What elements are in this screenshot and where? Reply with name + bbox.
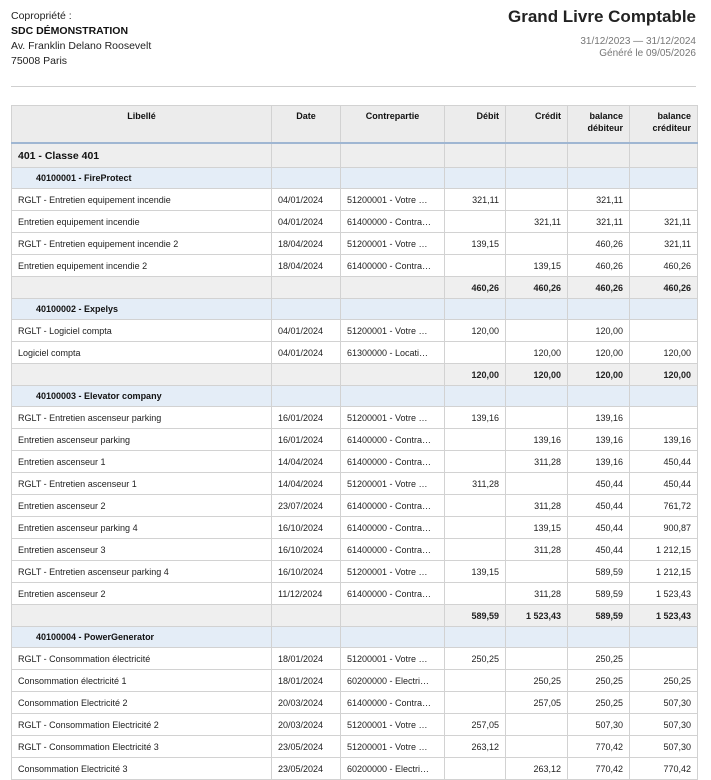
empty-cell: [12, 364, 272, 386]
empty-cell: [630, 627, 698, 648]
empty-cell: [12, 605, 272, 627]
entry-credit: [506, 561, 568, 583]
table-row: [12, 714, 698, 736]
entry-debit: 257,05: [445, 714, 506, 736]
entry-debit: [445, 255, 506, 277]
entry-contrepartie: 61400000 - Contra…: [341, 495, 445, 517]
entry-balance-credit: 250,25: [630, 670, 698, 692]
entry-libelle: Entretien ascenseur 2: [12, 583, 272, 605]
total-balance-debit: 120,00: [568, 364, 630, 386]
entry-debit: 120,00: [445, 320, 506, 342]
entry-credit: 311,28: [506, 495, 568, 517]
entry-contrepartie: 51200001 - Votre …: [341, 407, 445, 429]
entry-balance-debit: 770,42: [568, 758, 630, 780]
entry-date: 04/01/2024: [272, 342, 341, 364]
col-header-date: Date: [272, 106, 341, 144]
entry-date: 11/12/2024: [272, 583, 341, 605]
entry-balance-debit: 589,59: [568, 561, 630, 583]
header-divider: [11, 86, 696, 87]
entry-credit: 250,25: [506, 670, 568, 692]
entry-balance-debit: 321,11: [568, 211, 630, 233]
entry-credit: [506, 189, 568, 211]
entry-debit: 321,11: [445, 189, 506, 211]
entry-credit: 311,28: [506, 539, 568, 561]
col-header-debit: Débit: [445, 106, 506, 144]
empty-cell: [568, 627, 630, 648]
entry-date: 14/04/2024: [272, 451, 341, 473]
entry-date: 16/01/2024: [272, 407, 341, 429]
entry-date: 04/01/2024: [272, 211, 341, 233]
table-row: [12, 692, 698, 714]
empty-cell: [272, 299, 341, 320]
account-total-row: [12, 605, 698, 627]
entry-date: 16/01/2024: [272, 429, 341, 451]
entry-credit: 263,12: [506, 758, 568, 780]
entry-debit: 139,15: [445, 561, 506, 583]
entry-balance-debit: 450,44: [568, 495, 630, 517]
account-name: 40100002 - Expelys: [12, 299, 272, 320]
entry-libelle: RGLT - Consommation électricité: [12, 648, 272, 670]
total-debit: 589,59: [445, 605, 506, 627]
entry-credit: [506, 736, 568, 758]
entry-libelle: RGLT - Logiciel compta: [12, 320, 272, 342]
entry-contrepartie: 61400000 - Contra…: [341, 692, 445, 714]
account-name: 40100004 - PowerGenerator: [12, 627, 272, 648]
entry-balance-debit: 507,30: [568, 714, 630, 736]
entry-debit: [445, 342, 506, 364]
entry-date: 04/01/2024: [272, 189, 341, 211]
total-debit: 120,00: [445, 364, 506, 386]
empty-cell: [341, 386, 445, 407]
account-name: 40100003 - Elevator company: [12, 386, 272, 407]
empty-cell: [272, 364, 341, 386]
entry-debit: [445, 758, 506, 780]
entry-credit: [506, 233, 568, 255]
entry-contrepartie: 51200001 - Votre …: [341, 189, 445, 211]
empty-cell: [445, 299, 506, 320]
entry-credit: [506, 320, 568, 342]
entry-contrepartie: 61300000 - Locati…: [341, 342, 445, 364]
empty-cell: [341, 364, 445, 386]
account-name: 40100001 - FireProtect: [12, 168, 272, 189]
entry-contrepartie: 51200001 - Votre …: [341, 736, 445, 758]
entry-balance-debit: 460,26: [568, 255, 630, 277]
empty-cell: [341, 277, 445, 299]
class-row: [12, 143, 698, 168]
report-header: [508, 6, 696, 60]
account-row: [12, 299, 698, 320]
total-balance-credit: 1 523,43: [630, 605, 698, 627]
entry-debit: [445, 429, 506, 451]
entry-libelle: Consommation Electricité 3: [12, 758, 272, 780]
entry-date: 18/04/2024: [272, 255, 341, 277]
entry-balance-debit: 450,44: [568, 473, 630, 495]
empty-cell: [272, 277, 341, 299]
entry-balance-credit: 460,26: [630, 255, 698, 277]
entry-balance-credit: 900,87: [630, 517, 698, 539]
coownership-block: [11, 9, 151, 69]
empty-cell: [341, 627, 445, 648]
table-row: [12, 648, 698, 670]
entry-credit: 139,15: [506, 255, 568, 277]
entry-libelle: Entretien ascenseur 1: [12, 451, 272, 473]
entry-libelle: Entretien ascenseur parking 4: [12, 517, 272, 539]
entry-libelle: RGLT - Consommation Electricité 2: [12, 714, 272, 736]
entry-libelle: RGLT - Entretien ascenseur parking: [12, 407, 272, 429]
entry-balance-debit: 139,16: [568, 451, 630, 473]
entry-date: 18/04/2024: [272, 233, 341, 255]
address-line-1: Av. Franklin Delano Roosevelt: [11, 40, 152, 52]
entry-libelle: Entretien equipement incendie 2: [12, 255, 272, 277]
empty-cell: [630, 386, 698, 407]
coownership-label: Copropriété :: [11, 10, 72, 22]
entry-credit: [506, 648, 568, 670]
entry-debit: 263,12: [445, 736, 506, 758]
entry-balance-credit: 761,72: [630, 495, 698, 517]
entry-balance-credit: 321,11: [630, 233, 698, 255]
entry-debit: [445, 583, 506, 605]
account-row: [12, 627, 698, 648]
entry-balance-credit: 139,16: [630, 429, 698, 451]
entry-balance-debit: 450,44: [568, 517, 630, 539]
report-generated-date: Généré le 09/05/2026: [599, 48, 696, 59]
entry-debit: 311,28: [445, 473, 506, 495]
col-header-balance-debit: balance débiteur: [568, 106, 630, 144]
table-row: [12, 255, 698, 277]
entry-balance-debit: 120,00: [568, 342, 630, 364]
entry-balance-debit: 120,00: [568, 320, 630, 342]
entry-date: 23/07/2024: [272, 495, 341, 517]
account-total-row: [12, 364, 698, 386]
entry-libelle: Entretien ascenseur 3: [12, 539, 272, 561]
total-balance-credit: 460,26: [630, 277, 698, 299]
entry-libelle: Consommation Electricité 2: [12, 692, 272, 714]
entry-debit: [445, 211, 506, 233]
entry-balance-credit: 321,11: [630, 211, 698, 233]
entry-contrepartie: 61400000 - Contra…: [341, 429, 445, 451]
entry-libelle: Entretien ascenseur 2: [12, 495, 272, 517]
table-row: [12, 342, 698, 364]
ledger-table: [11, 105, 698, 780]
table-row: [12, 320, 698, 342]
empty-cell: [272, 627, 341, 648]
entry-contrepartie: 51200001 - Votre …: [341, 473, 445, 495]
entry-balance-credit: [630, 320, 698, 342]
entry-debit: [445, 539, 506, 561]
entry-libelle: Logiciel compta: [12, 342, 272, 364]
entry-date: 16/10/2024: [272, 561, 341, 583]
entry-contrepartie: 51200001 - Votre …: [341, 233, 445, 255]
table-row: [12, 211, 698, 233]
empty-cell: [341, 168, 445, 189]
entry-date: 18/01/2024: [272, 670, 341, 692]
entry-contrepartie: 61400000 - Contra…: [341, 583, 445, 605]
entry-credit: [506, 473, 568, 495]
entry-debit: [445, 517, 506, 539]
entry-credit: 321,11: [506, 211, 568, 233]
entry-balance-credit: 1 212,15: [630, 539, 698, 561]
entry-credit: 311,28: [506, 451, 568, 473]
entry-date: 20/03/2024: [272, 692, 341, 714]
empty-cell: [506, 299, 568, 320]
entry-balance-credit: 1 212,15: [630, 561, 698, 583]
empty-cell: [568, 299, 630, 320]
entry-debit: [445, 692, 506, 714]
table-row: [12, 517, 698, 539]
empty-cell: [568, 386, 630, 407]
entry-contrepartie: 51200001 - Votre …: [341, 320, 445, 342]
empty-cell: [341, 299, 445, 320]
entry-credit: [506, 714, 568, 736]
account-row: [12, 168, 698, 189]
entry-balance-debit: 139,16: [568, 429, 630, 451]
entry-balance-debit: 450,44: [568, 539, 630, 561]
table-row: [12, 473, 698, 495]
table-row: [12, 583, 698, 605]
entry-contrepartie: 61400000 - Contra…: [341, 517, 445, 539]
entry-date: 14/04/2024: [272, 473, 341, 495]
class-title: 401 - Classe 401: [12, 143, 272, 168]
entry-balance-debit: 321,11: [568, 189, 630, 211]
ledger-body: [12, 143, 698, 780]
entry-balance-credit: 120,00: [630, 342, 698, 364]
entry-libelle: Consommation électricité 1: [12, 670, 272, 692]
empty-cell: [568, 168, 630, 189]
empty-cell: [506, 168, 568, 189]
table-row: [12, 429, 698, 451]
entry-libelle: Entretien equipement incendie: [12, 211, 272, 233]
entry-contrepartie: 61400000 - Contra…: [341, 539, 445, 561]
entry-balance-credit: 507,30: [630, 714, 698, 736]
empty-cell: [506, 386, 568, 407]
entry-libelle: RGLT - Consommation Electricité 3: [12, 736, 272, 758]
empty-cell: [445, 168, 506, 189]
entry-balance-credit: 450,44: [630, 451, 698, 473]
entry-date: 16/10/2024: [272, 517, 341, 539]
entry-balance-debit: 139,16: [568, 407, 630, 429]
entry-contrepartie: 51200001 - Votre …: [341, 648, 445, 670]
table-row: [12, 670, 698, 692]
total-credit: 120,00: [506, 364, 568, 386]
entry-balance-debit: 250,25: [568, 692, 630, 714]
total-balance-debit: 589,59: [568, 605, 630, 627]
entry-contrepartie: 51200001 - Votre …: [341, 561, 445, 583]
entry-credit: 120,00: [506, 342, 568, 364]
entry-balance-debit: 460,26: [568, 233, 630, 255]
total-debit: 460,26: [445, 277, 506, 299]
entry-debit: [445, 670, 506, 692]
entry-debit: [445, 495, 506, 517]
table-row: [12, 561, 698, 583]
col-header-libelle: Libellé: [12, 106, 272, 144]
entry-date: 16/10/2024: [272, 539, 341, 561]
table-row: [12, 539, 698, 561]
empty-cell: [506, 627, 568, 648]
empty-cell: [272, 605, 341, 627]
empty-cell: [272, 386, 341, 407]
entry-contrepartie: 60200000 - Electri…: [341, 670, 445, 692]
total-credit: 460,26: [506, 277, 568, 299]
entry-balance-debit: 250,25: [568, 670, 630, 692]
entry-contrepartie: 61400000 - Contra…: [341, 255, 445, 277]
empty-cell: [445, 627, 506, 648]
entry-balance-debit: 250,25: [568, 648, 630, 670]
entry-balance-credit: 450,44: [630, 473, 698, 495]
total-credit: 1 523,43: [506, 605, 568, 627]
entry-debit: [445, 451, 506, 473]
entry-date: 18/01/2024: [272, 648, 341, 670]
entry-contrepartie: 61400000 - Contra…: [341, 451, 445, 473]
entry-balance-credit: 507,30: [630, 736, 698, 758]
entry-debit: 139,15: [445, 233, 506, 255]
empty-cell: [12, 277, 272, 299]
entry-balance-credit: 770,42: [630, 758, 698, 780]
table-row: [12, 189, 698, 211]
empty-cell: [630, 299, 698, 320]
table-row: [12, 736, 698, 758]
report-title: Grand Livre Comptable: [508, 7, 696, 26]
report-period: 31/12/2023 — 31/12/2024: [580, 36, 696, 47]
entry-credit: 311,28: [506, 583, 568, 605]
account-total-row: [12, 277, 698, 299]
entry-libelle: RGLT - Entretien equipement incendie 2: [12, 233, 272, 255]
empty-cell: [272, 168, 341, 189]
table-row: [12, 233, 698, 255]
entry-balance-credit: 507,30: [630, 692, 698, 714]
entry-balance-debit: 770,42: [568, 736, 630, 758]
entry-libelle: RGLT - Entretien ascenseur parking 4: [12, 561, 272, 583]
entry-balance-credit: [630, 189, 698, 211]
col-header-credit: Crédit: [506, 106, 568, 144]
total-balance-debit: 460,26: [568, 277, 630, 299]
entry-credit: 139,16: [506, 429, 568, 451]
entry-date: 23/05/2024: [272, 736, 341, 758]
entry-date: 20/03/2024: [272, 714, 341, 736]
entry-libelle: RGLT - Entretien ascenseur 1: [12, 473, 272, 495]
table-row: [12, 495, 698, 517]
entry-balance-credit: [630, 407, 698, 429]
account-row: [12, 386, 698, 407]
total-balance-credit: 120,00: [630, 364, 698, 386]
entry-contrepartie: 61400000 - Contra…: [341, 211, 445, 233]
entry-debit: 250,25: [445, 648, 506, 670]
entry-contrepartie: 60200000 - Electri…: [341, 758, 445, 780]
entry-libelle: RGLT - Entretien equipement incendie: [12, 189, 272, 211]
entry-credit: [506, 407, 568, 429]
col-header-contrepartie: Contrepartie: [341, 106, 445, 144]
table-row: [12, 758, 698, 780]
empty-cell: [630, 168, 698, 189]
entry-contrepartie: 51200001 - Votre …: [341, 714, 445, 736]
entry-balance-credit: [630, 648, 698, 670]
entry-credit: 139,15: [506, 517, 568, 539]
entry-balance-credit: 1 523,43: [630, 583, 698, 605]
empty-cell: [445, 386, 506, 407]
coownership-name: SDC DÉMONSTRATION: [11, 25, 129, 37]
empty-cell: [341, 605, 445, 627]
table-row: [12, 451, 698, 473]
table-header-row: [12, 106, 698, 144]
entry-date: 23/05/2024: [272, 758, 341, 780]
table-row: [12, 407, 698, 429]
entry-date: 04/01/2024: [272, 320, 341, 342]
address-line-2: 75008 Paris: [11, 55, 68, 67]
entry-debit: 139,16: [445, 407, 506, 429]
entry-balance-debit: 589,59: [568, 583, 630, 605]
col-header-balance-credit: balance créditeur: [630, 106, 698, 144]
entry-credit: 257,05: [506, 692, 568, 714]
entry-libelle: Entretien ascenseur parking: [12, 429, 272, 451]
